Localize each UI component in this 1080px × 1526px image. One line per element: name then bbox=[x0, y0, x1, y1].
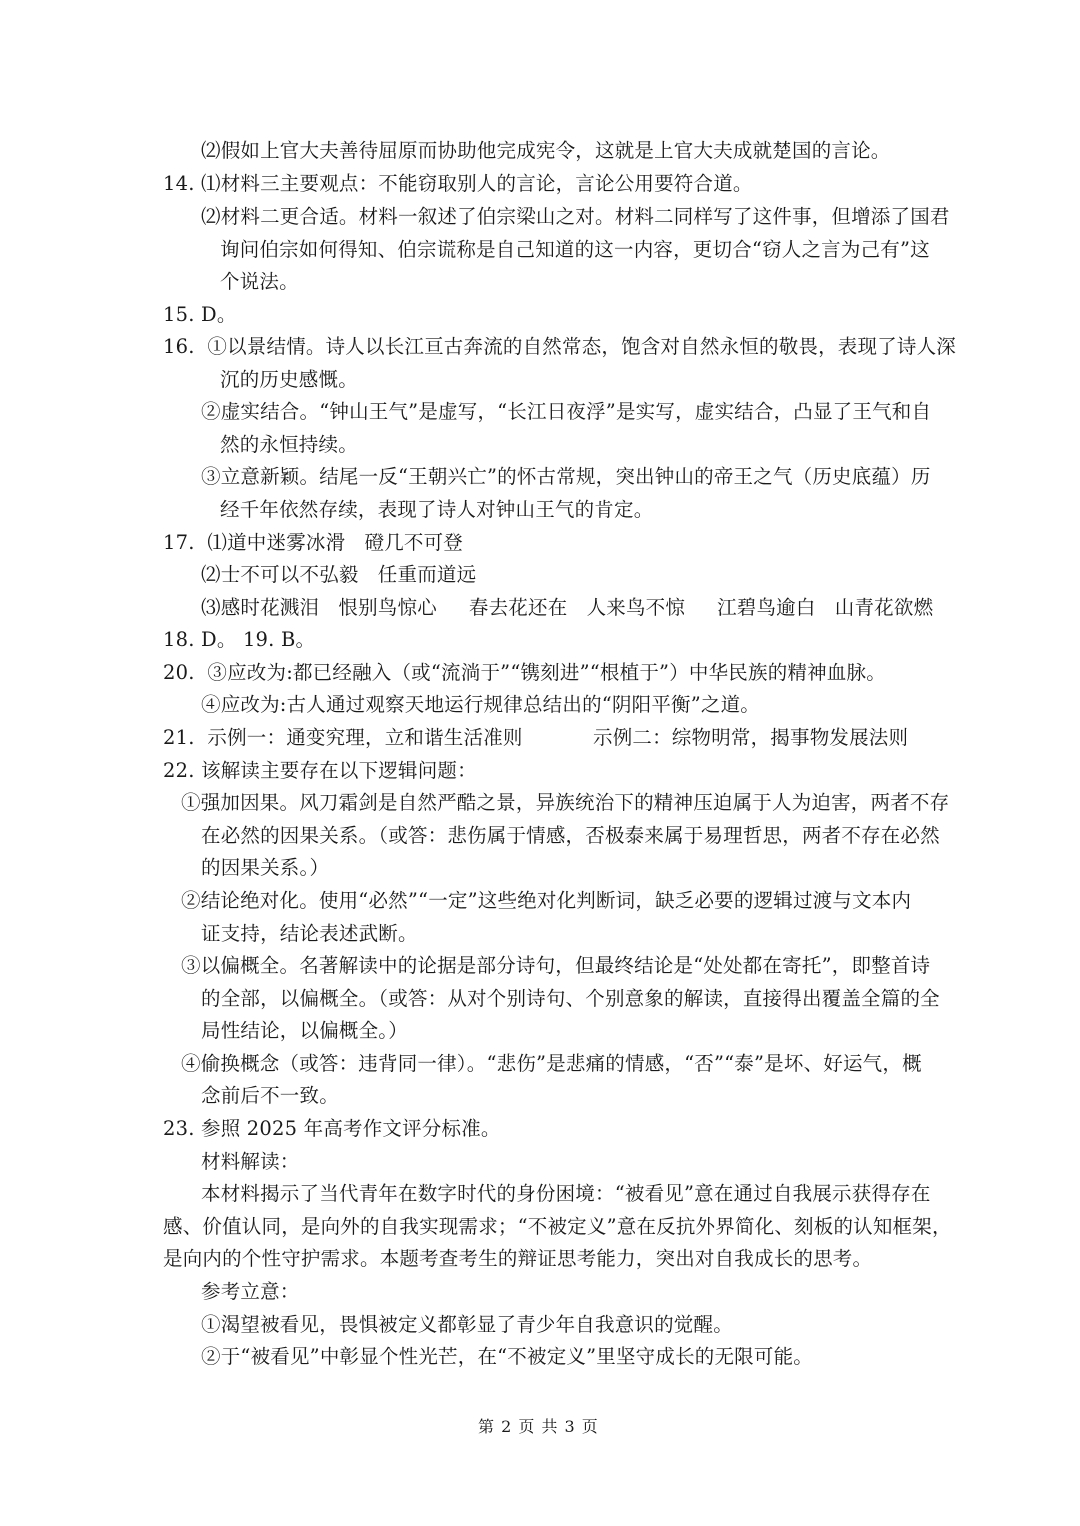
text-line: 15. D。 bbox=[163, 303, 237, 326]
text-line: 16. ①以景结情。诗人以长江亘古奔流的自然常态，饱含对自然永恒的敬畏，表现了诗人深 bbox=[163, 335, 957, 358]
text-line: 在必然的因果关系。（或答：悲伤属于情感，否极泰来属于易理哲思，两者不存在必然 bbox=[201, 824, 940, 847]
text-line: ③立意新颖。结尾一反“王朝兴亡”的怀古常规，突出钟山的帝王之气（历史底蕴）历 bbox=[201, 465, 931, 488]
text-line: 感、价值认同，是向外的自我实现需求；“不被定义”意在反抗外界简化、刻板的认知框架， bbox=[163, 1215, 952, 1238]
text-line: 14. ⑴材料三主要观点：不能窃取别人的言论，言论公用要符合道。 bbox=[163, 172, 753, 195]
text-line: ⑵假如上官大夫善待屈原而协助他完成宪令，这就是上官大夫成就楚国的言论。 bbox=[201, 139, 891, 162]
text-line: 经千年依然存续，表现了诗人对钟山王气的肯定。 bbox=[220, 498, 654, 521]
text-line: 询问伯宗如何得知、伯宗谎称是自己知道的这一内容，更切合“窃人之言为己有”这 bbox=[220, 238, 930, 261]
text-line: ②于“被看见”中彰显个性光芒，在“不被定义”里坚守成长的无限可能。 bbox=[201, 1345, 813, 1368]
text-line: 材料解读： bbox=[201, 1150, 300, 1173]
text-line: ④应改为:古人通过观察天地运行规律总结出的“阴阳平衡”之道。 bbox=[201, 693, 761, 716]
text-line: 18. D。 19. B。 bbox=[163, 628, 316, 651]
text-line: ②结论绝对化。使用“必然”“一定”这些绝对化判断词，缺乏必要的逻辑过渡与文本内 bbox=[181, 889, 912, 912]
text-line: 23. 参照 2025 年高考作文评分标准。 bbox=[163, 1117, 501, 1140]
text-line: ⑶感时花溅泪 恨别鸟惊心 春去花还在 人来鸟不惊 江碧鸟逾白 山青花欲燃 bbox=[201, 596, 934, 619]
text-line: 22. 该解读主要存在以下逻辑问题： bbox=[163, 759, 477, 782]
text-line: 21. 示例一：通变究理，立和谐生活准则 示例二：综物明常，揭事物发展法则 bbox=[163, 726, 909, 749]
text-line: 17. ⑴道中迷雾冰滑 磴几不可登 bbox=[163, 531, 464, 554]
text-line: 然的永恒持续。 bbox=[220, 433, 358, 456]
text-line: 本材料揭示了当代青年在数字时代的身份困境：“被看见”意在通过自我展示获得存在 bbox=[201, 1182, 931, 1205]
text-line: ④偷换概念（或答：违背同一律）。“悲伤”是悲痛的情感，“否”“泰”是坏、好运气，概 bbox=[181, 1052, 922, 1075]
text-line: 参考立意： bbox=[201, 1280, 300, 1303]
text-line: 的因果关系。） bbox=[201, 856, 330, 879]
text-line: 20. ③应改为:都已经融入（或“流淌于”“镌刻进”“根植于”）中华民族的精神血脉。 bbox=[163, 661, 886, 684]
text-line: 沉的历史感慨。 bbox=[220, 368, 358, 391]
text-line: 个说法。 bbox=[220, 270, 299, 293]
text-line: ③以偏概全。名著解读中的论据是部分诗句，但最终结论是“处处都在寄托”，即整首诗 bbox=[181, 954, 931, 977]
text-line: 是向内的个性守护需求。本题考查考生的辩证思考能力，突出对自我成长的思考。 bbox=[163, 1247, 873, 1270]
text-line: ⑵材料二更合适。材料一叙述了伯宗梁山之对。材料二同样写了这件事，但增添了国君 bbox=[201, 205, 950, 228]
text-line: ①强加因果。风刀霜剑是自然严酷之景，异族统治下的精神压迫属于人为迫害，两者不存 bbox=[181, 791, 950, 814]
text-line: ⑵士不可以不弘毅 任重而道远 bbox=[201, 563, 477, 586]
text-line: ①渴望被看见，畏惧被定义都彰显了青少年自我意识的觉醒。 bbox=[201, 1313, 733, 1336]
text-line: 证支持，结论表述武断。 bbox=[201, 922, 418, 945]
text-line: 的全部，以偏概全。（或答：从对个别诗句、个别意象的解读，直接得出覆盖全篇的全 bbox=[201, 987, 940, 1010]
text-line: ②虚实结合。“钟山王气”是虚写，“长江日夜浮”是实写，虚实结合，凸显了王气和自 bbox=[201, 400, 932, 423]
page-number-footer: 第 2 页 共 3 页 bbox=[478, 1417, 599, 1436]
text-line: 局性结论，以偏概全。） bbox=[201, 1019, 408, 1042]
text-line: 念前后不一致。 bbox=[201, 1084, 339, 1107]
